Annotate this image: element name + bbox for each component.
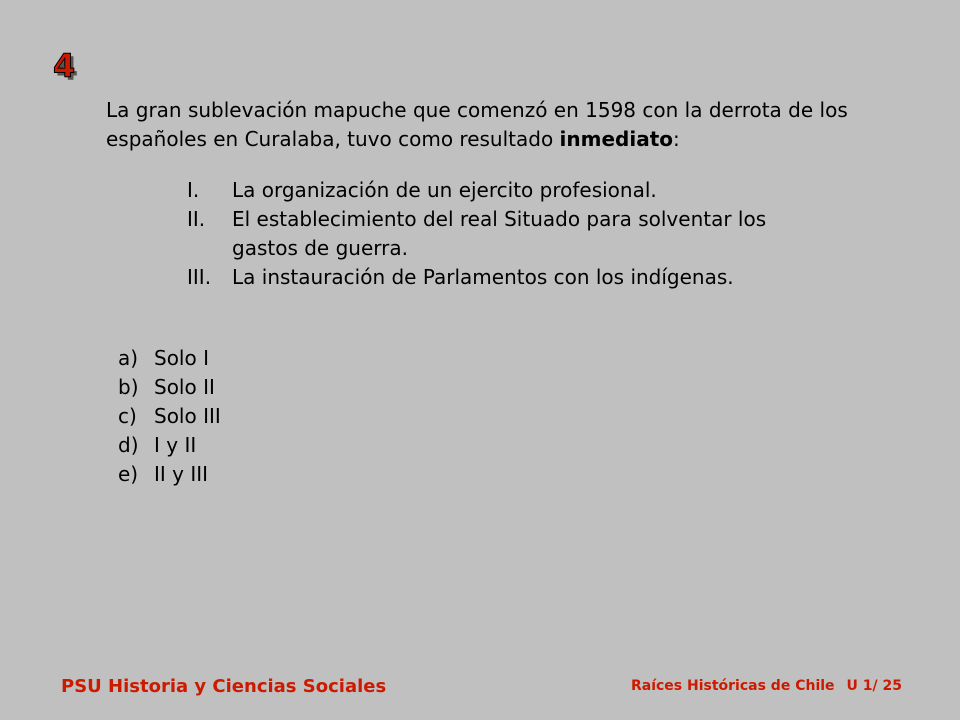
option-letter: d) xyxy=(118,433,139,457)
option-text: Solo III xyxy=(154,404,221,428)
statement-text: La instauración de Parlamentos con los indígenas. xyxy=(232,265,734,289)
footer-unit-title: Raíces Históricas de Chile xyxy=(630,678,835,694)
option-letter: e) xyxy=(118,462,139,486)
answer-option-d[interactable] xyxy=(118,431,221,460)
answer-option-e[interactable] xyxy=(118,460,221,489)
statement-numeral: I. xyxy=(187,178,200,202)
question-stem-end: : xyxy=(673,127,680,151)
statement-item xyxy=(187,176,807,205)
question-number: 4 xyxy=(53,47,76,85)
statement-text: La organización de un ejercito profesional. xyxy=(232,178,657,202)
option-text: Solo II xyxy=(154,375,215,399)
answer-options xyxy=(118,344,221,489)
answer-option-b[interactable] xyxy=(118,373,221,402)
question-stem-emphasis: inmediato xyxy=(559,127,674,151)
statement-item xyxy=(187,263,807,292)
footer-course-title: PSU Historia y Ciencias Sociales xyxy=(61,676,387,697)
option-letter: c) xyxy=(118,404,137,428)
option-text: I y II xyxy=(154,433,197,457)
statement-text: El establecimiento del real Situado para solventar los gastos de guerra. xyxy=(232,207,767,260)
answer-option-a[interactable] xyxy=(118,344,221,373)
option-letter: a) xyxy=(118,346,139,370)
footer-unit-info xyxy=(631,678,902,694)
question-stem xyxy=(106,96,866,154)
statement-list xyxy=(187,176,807,292)
footer-page-number: U 1/ 25 xyxy=(846,678,902,694)
option-text: Solo I xyxy=(154,346,209,370)
statement-numeral: II. xyxy=(187,207,206,231)
option-text: II y III xyxy=(154,462,209,486)
question-stem-text: La gran sublevación mapuche que comenzó en 1598 con la derrota de los españoles en Curalaba, tuvo como resultado xyxy=(106,98,848,151)
statement-numeral: III. xyxy=(187,265,212,289)
option-letter: b) xyxy=(118,375,139,399)
answer-option-c[interactable] xyxy=(118,402,221,431)
statement-item xyxy=(187,205,807,263)
